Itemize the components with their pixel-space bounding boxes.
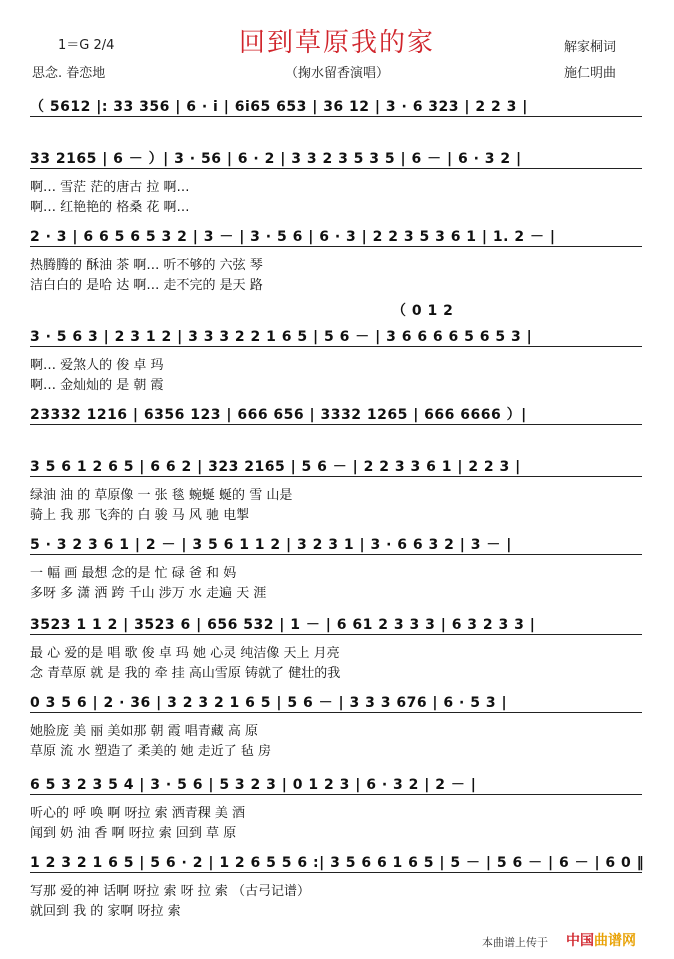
lyric-line: 写那 爱的神 话啊 呀拉 索 呀 拉 索 （古弓记谱）: [30, 884, 311, 899]
notation-line: 23332 1216 | 6356 123 | 666 656 | 3332 1265 | 666 6666 ）|: [30, 407, 527, 423]
mood-marking: 思念. 眷恋地: [32, 66, 106, 81]
site-logo: [566, 930, 636, 950]
logo-text: 中国曲谱网: [566, 933, 636, 949]
lyric-line: 洁白白的 是哈 达 啊… 走不完的 是天 路: [30, 278, 263, 293]
page-title: 回到草原我的家: [238, 28, 435, 58]
upload-text: 本曲谱上传于: [482, 936, 548, 949]
notation-line: 0 3 5 6 | 2 · 36 | 3 2 3 2 1 6 5 | 5 6 － | 3 3 3 676 | 6 · 5 3 |: [30, 695, 508, 711]
lyric-line: 啊… 金灿灿的 是 朝 霞: [30, 378, 164, 393]
beam-line: [30, 346, 642, 347]
lyric-line: 啊… 红艳艳的 格桑 花 啊…: [30, 200, 190, 215]
performer-credit: （掬水留香演唱）: [284, 66, 389, 81]
lyricist-credit: 解家桐词: [564, 40, 617, 55]
beam-line: [30, 246, 642, 247]
beam-line: [30, 634, 642, 635]
composer-credit: 施仁明曲: [564, 66, 617, 81]
lyric-line: 草原 流 水 塑造了 柔美的 她 走近了 毡 房: [30, 744, 272, 759]
lyric-line: 多呀 多 潇 洒 跨 千山 涉万 水 走遍 天 涯: [30, 586, 267, 601]
lyric-line: 骑上 我 那 飞奔的 白 骏 马 风 驰 电掣: [30, 508, 250, 523]
lyric-line: 绿油 油 的 草原像 一 张 毯 蜿蜒 蜒的 雪 山是: [30, 488, 293, 503]
notation-line: 33 2165 | 6 － ）| 3 · 56 | 6 · 2 | 3 3 2 3 5 3 5 | 6 － | 6 · 3 2 |: [30, 151, 522, 167]
lyric-line: 啊… 爱煞人的 俊 卓 玛: [30, 358, 164, 373]
lyric-line: 就回到 我 的 家啊 呀拉 索: [30, 904, 181, 919]
notation-line: 3523 1 1 2 | 3523 6 | 656 532 | 1 － | 6 61 2 3 3 3 | 6 3 2 3 3 |: [30, 617, 536, 633]
pickup-notes: （ 0 1 2: [392, 303, 454, 319]
beam-line: [30, 168, 642, 169]
notation-line: 5 · 3 2 3 6 1 | 2 － | 3 5 6 1 1 2 | 3 2 3 1 | 3 · 6 6 3 2 | 3 － |: [30, 537, 512, 553]
lyric-line: 念 青草原 就 是 我的 牵 挂 高山雪原 铸就了 健壮的我: [30, 666, 341, 681]
beam-line: [30, 794, 642, 795]
notation-line: （ 5612 |: 33 356 | 6 · i | 6i65 653 | 36 12 | 3 · 6 323 | 2 2 3 |: [30, 99, 528, 115]
notation-line: 3 5 6 1 2 6 5 | 6 6 2 | 323 2165 | 5 6 － | 2 2 3 3 6 1 | 2 2 3 |: [30, 459, 521, 475]
beam-line: [30, 712, 642, 713]
beam-line: [30, 554, 642, 555]
beam-line: [30, 476, 642, 477]
lyric-line: 一 幅 画 最想 念的是 忙 碌 爸 和 妈: [30, 566, 237, 581]
notation-line: 6 5 3 2 3 5 4 | 3 · 5 6 | 5 3 2 3 | 0 1 2 3 | 6 · 3 2 | 2 － |: [30, 777, 477, 793]
beam-line: [30, 116, 642, 117]
notation-line: 2 · 3 | 6 6 5 6 5 3 2 | 3 － | 3 · 5 6 | 6 · 3 | 2 2 3 5 3 6 1 | 1. 2 － |: [30, 229, 556, 245]
lyric-line: 最 心 爱的是 唱 歌 俊 卓 玛 她 心灵 纯洁像 天上 月亮: [30, 646, 340, 661]
lyric-line: 闻到 奶 油 香 啊 呀拉 索 回到 草 原: [30, 826, 237, 841]
lyric-line: 她脸庞 美 丽 美如那 朝 霞 唱青藏 高 原: [30, 724, 259, 739]
notation-line: 1 2 3 2 1 6 5 | 5 6 · 2 | 1 2 6 5 5 6 :| 3 5 6 6 1 6 5 | 5 － | 5 6 － | 6 － | 6 0 ‖: [30, 855, 645, 871]
lyric-line: 听心的 呼 唤 啊 呀拉 索 洒青稞 美 酒: [30, 806, 246, 821]
lyric-line: 热腾腾的 酥油 茶 啊… 听不够的 六弦 琴: [30, 258, 263, 273]
notation-line: 3 · 5 6 3 | 2 3 1 2 | 3 3 3 2 2 1 6 5 | 5 6 － | 3 6 6 6 6 5 6 5 3 |: [30, 329, 533, 345]
beam-line: [30, 872, 642, 873]
upload-note: [482, 934, 548, 950]
lyric-line: 啊… 雪茫 茫的唐古 拉 啊…: [30, 180, 190, 195]
beam-line: [30, 424, 642, 425]
key-signature: 1＝G 2/4: [58, 38, 115, 53]
